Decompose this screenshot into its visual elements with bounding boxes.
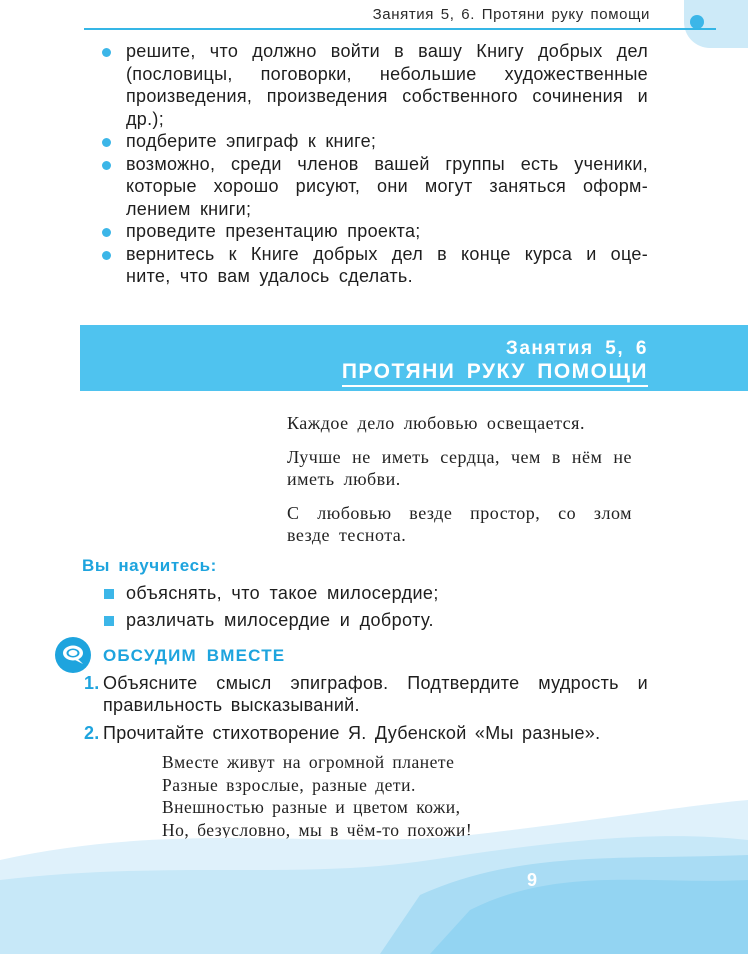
task-text: Объясните смысл эпиграфов. Подтвердите мудрость и правильность высказываний. — [103, 673, 648, 715]
list-item: решите, что должно войти в вашу Книгу добрых дел (пословицы, поговорки, небольшие художественные произведения, произведения собственного сочинения и др.); — [98, 40, 648, 130]
learn-heading: Вы научитесь: — [82, 556, 217, 575]
list-item: возможно, среди членов вашей группы есть ученики, которые хорошо рисуют, они могут заняться оформ-лением книги; — [98, 153, 648, 221]
epigraph: С любовью везде простор, со злом везде теснота. — [287, 503, 632, 545]
list-item: вернитесь к Книге добрых дел в конце курса и оце-ните, что вам удалось сделать. — [98, 243, 648, 288]
bullet-dot-icon — [102, 251, 111, 260]
page-number: 9 — [526, 870, 537, 890]
bullet-dot-icon — [102, 161, 111, 170]
task-text: Прочитайте стихотворение Я. Дубенской «Мы разные». — [103, 723, 601, 743]
epigraphs — [287, 412, 632, 558]
poem-line: Разные взрослые, разные дети. — [162, 774, 416, 795]
task-number: 2. — [84, 723, 100, 743]
running-title: Занятия 5, 6. Протяни руку помощи — [372, 6, 650, 23]
title-underline — [342, 385, 648, 387]
list-item: объяснять, что такое милосердие; — [104, 580, 644, 607]
discuss-heading: ОБСУДИМ ВМЕСТЕ — [103, 646, 286, 665]
list-item: проведите презентацию проекта; — [98, 220, 648, 243]
poem-line: Внешностью разные и цветом кожи, — [162, 797, 461, 817]
lesson-number: Занятия 5, 6 — [505, 338, 648, 359]
bottom-wave-decoration — [0, 800, 748, 954]
lesson-banner — [80, 325, 748, 391]
bullet-dot-icon — [102, 138, 111, 147]
lesson-title: ПРОТЯНИ РУКУ ПОМОЩИ — [341, 360, 648, 383]
square-bullet-icon — [104, 589, 114, 599]
task-item — [84, 722, 648, 744]
project-steps-list — [98, 40, 648, 288]
bullet-dot-icon — [102, 48, 111, 57]
speech-bubble-icon — [55, 637, 91, 673]
bullet-dot-icon — [102, 228, 111, 237]
header-rule — [84, 28, 716, 30]
list-item: подберите эпиграф к книге; — [98, 130, 648, 153]
poem-line: Но, безусловно, мы в чём-то похожи! — [162, 819, 473, 840]
task-number: 1. — [84, 673, 100, 693]
list-item: различать милосердие и доброту. — [104, 607, 644, 634]
poem-line: Вместе живут на огромной планете — [162, 752, 455, 772]
learn-list — [104, 580, 644, 634]
running-head — [0, 0, 748, 30]
epigraph: Каждое дело любовью освещается. — [287, 413, 585, 433]
task-item — [84, 672, 648, 716]
square-bullet-icon — [104, 616, 114, 626]
epigraph: Лучше не иметь сердца, чем в нём не иметь любви. — [287, 447, 632, 489]
